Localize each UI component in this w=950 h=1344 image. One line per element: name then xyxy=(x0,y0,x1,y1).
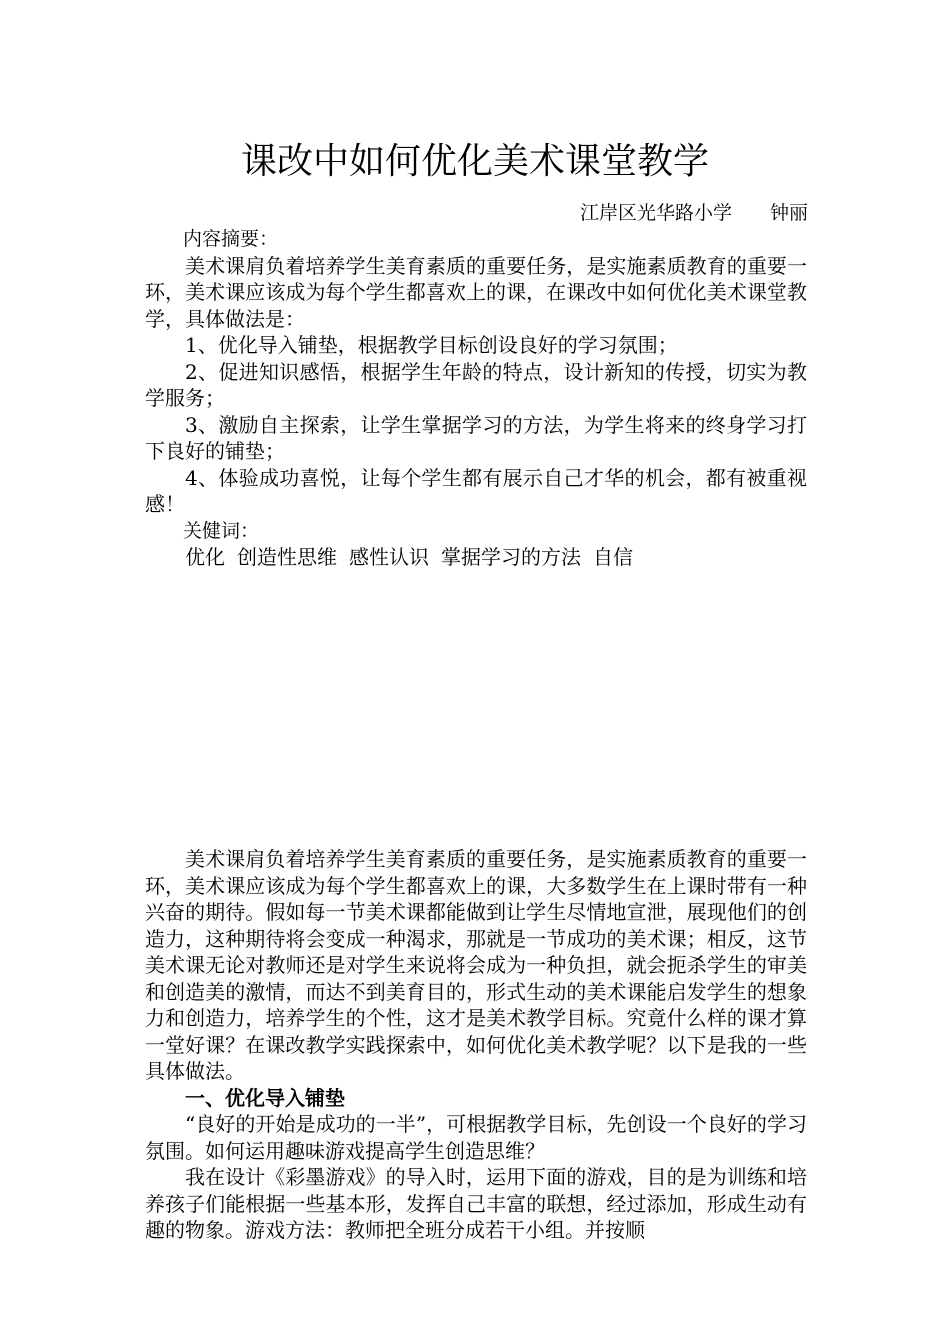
document-title: 课改中如何优化美术课堂教学 xyxy=(240,141,709,182)
abstract-point-3: 3、激励自主探索，让学生掌据学习的方法，为学生将来的终身学习打下良好的铺垫； xyxy=(145,412,807,463)
keywords-label: 关健词： xyxy=(183,519,260,542)
body-section xyxy=(145,846,807,1244)
body-paragraph: “良好的开始是成功的一半”，可根据教学目标，先创设一个良好的学习氛围。如何运用趣味游戏提高学生创造思维？ xyxy=(145,1112,807,1163)
keywords-line xyxy=(145,544,807,571)
keyword: 创造性思维 xyxy=(237,545,337,569)
keyword: 掌据学习的方法 xyxy=(441,545,581,569)
section-heading: 一、优化导入铺垫 xyxy=(185,1085,345,1110)
keyword: 优化 xyxy=(185,545,225,569)
abstract-section xyxy=(145,226,807,571)
author-line: 江岸区光华路小学 钟丽 xyxy=(579,202,808,224)
abstract-point-4: 4、体验成功喜悦，让每个学生都有展示自己才华的机会，都有被重视感！ xyxy=(145,465,807,516)
abstract-point-2: 2、促进知识感悟，根据学生年龄的特点，设计新知的传授，切实为教学服务； xyxy=(145,359,807,410)
abstract-point-1: 1、优化导入铺垫，根据教学目标创设良好的学习氛围； xyxy=(185,333,678,357)
abstract-paragraph: 美术课肩负着培养学生美育素质的重要任务，是实施素质教育的重要一环，美术课应该成为每个学生都喜欢上的课，在课改中如何优化美术课堂教学，具体做法是： xyxy=(145,253,807,331)
body-paragraph: 我在设计《彩墨游戏》的导入时，运用下面的游戏，目的是为训练和培养孩子们能根据一些基本形，发挥自己丰富的联想，经过添加，形成生动有趣的物象。游戏方法：教师把全班分成若干小组。并按顺 xyxy=(145,1165,807,1242)
body-paragraph: 美术课肩负着培养学生美育素质的重要任务，是实施素质教育的重要一环，美术课应该成为每个学生都喜欢上的课，大多数学生在上课时带有一种兴奋的期待。假如每一节美术课都能做到让学生尽情地宣泄，展现他们的创造力，这种期待将会变成一种渴求，那就是一节成功的美术课；相反，这节美术课无论对教师还是对学生来说将会成为一种负担，就会扼杀学生的审美和创造美的激情，而达不到美育目的，形式生动的美术课能启发学生的想象力和创造力，培养学生的个性，这才是美术教学目标。究竟什么样的课才算一堂好课？在课改教学实践探索中，如何优化美术教学呢？以下是我的一些具体做法。 xyxy=(145,847,807,1083)
keyword: 自信 xyxy=(593,545,633,569)
abstract-label: 内容摘要： xyxy=(183,228,279,250)
keyword: 感性认识 xyxy=(349,545,429,569)
